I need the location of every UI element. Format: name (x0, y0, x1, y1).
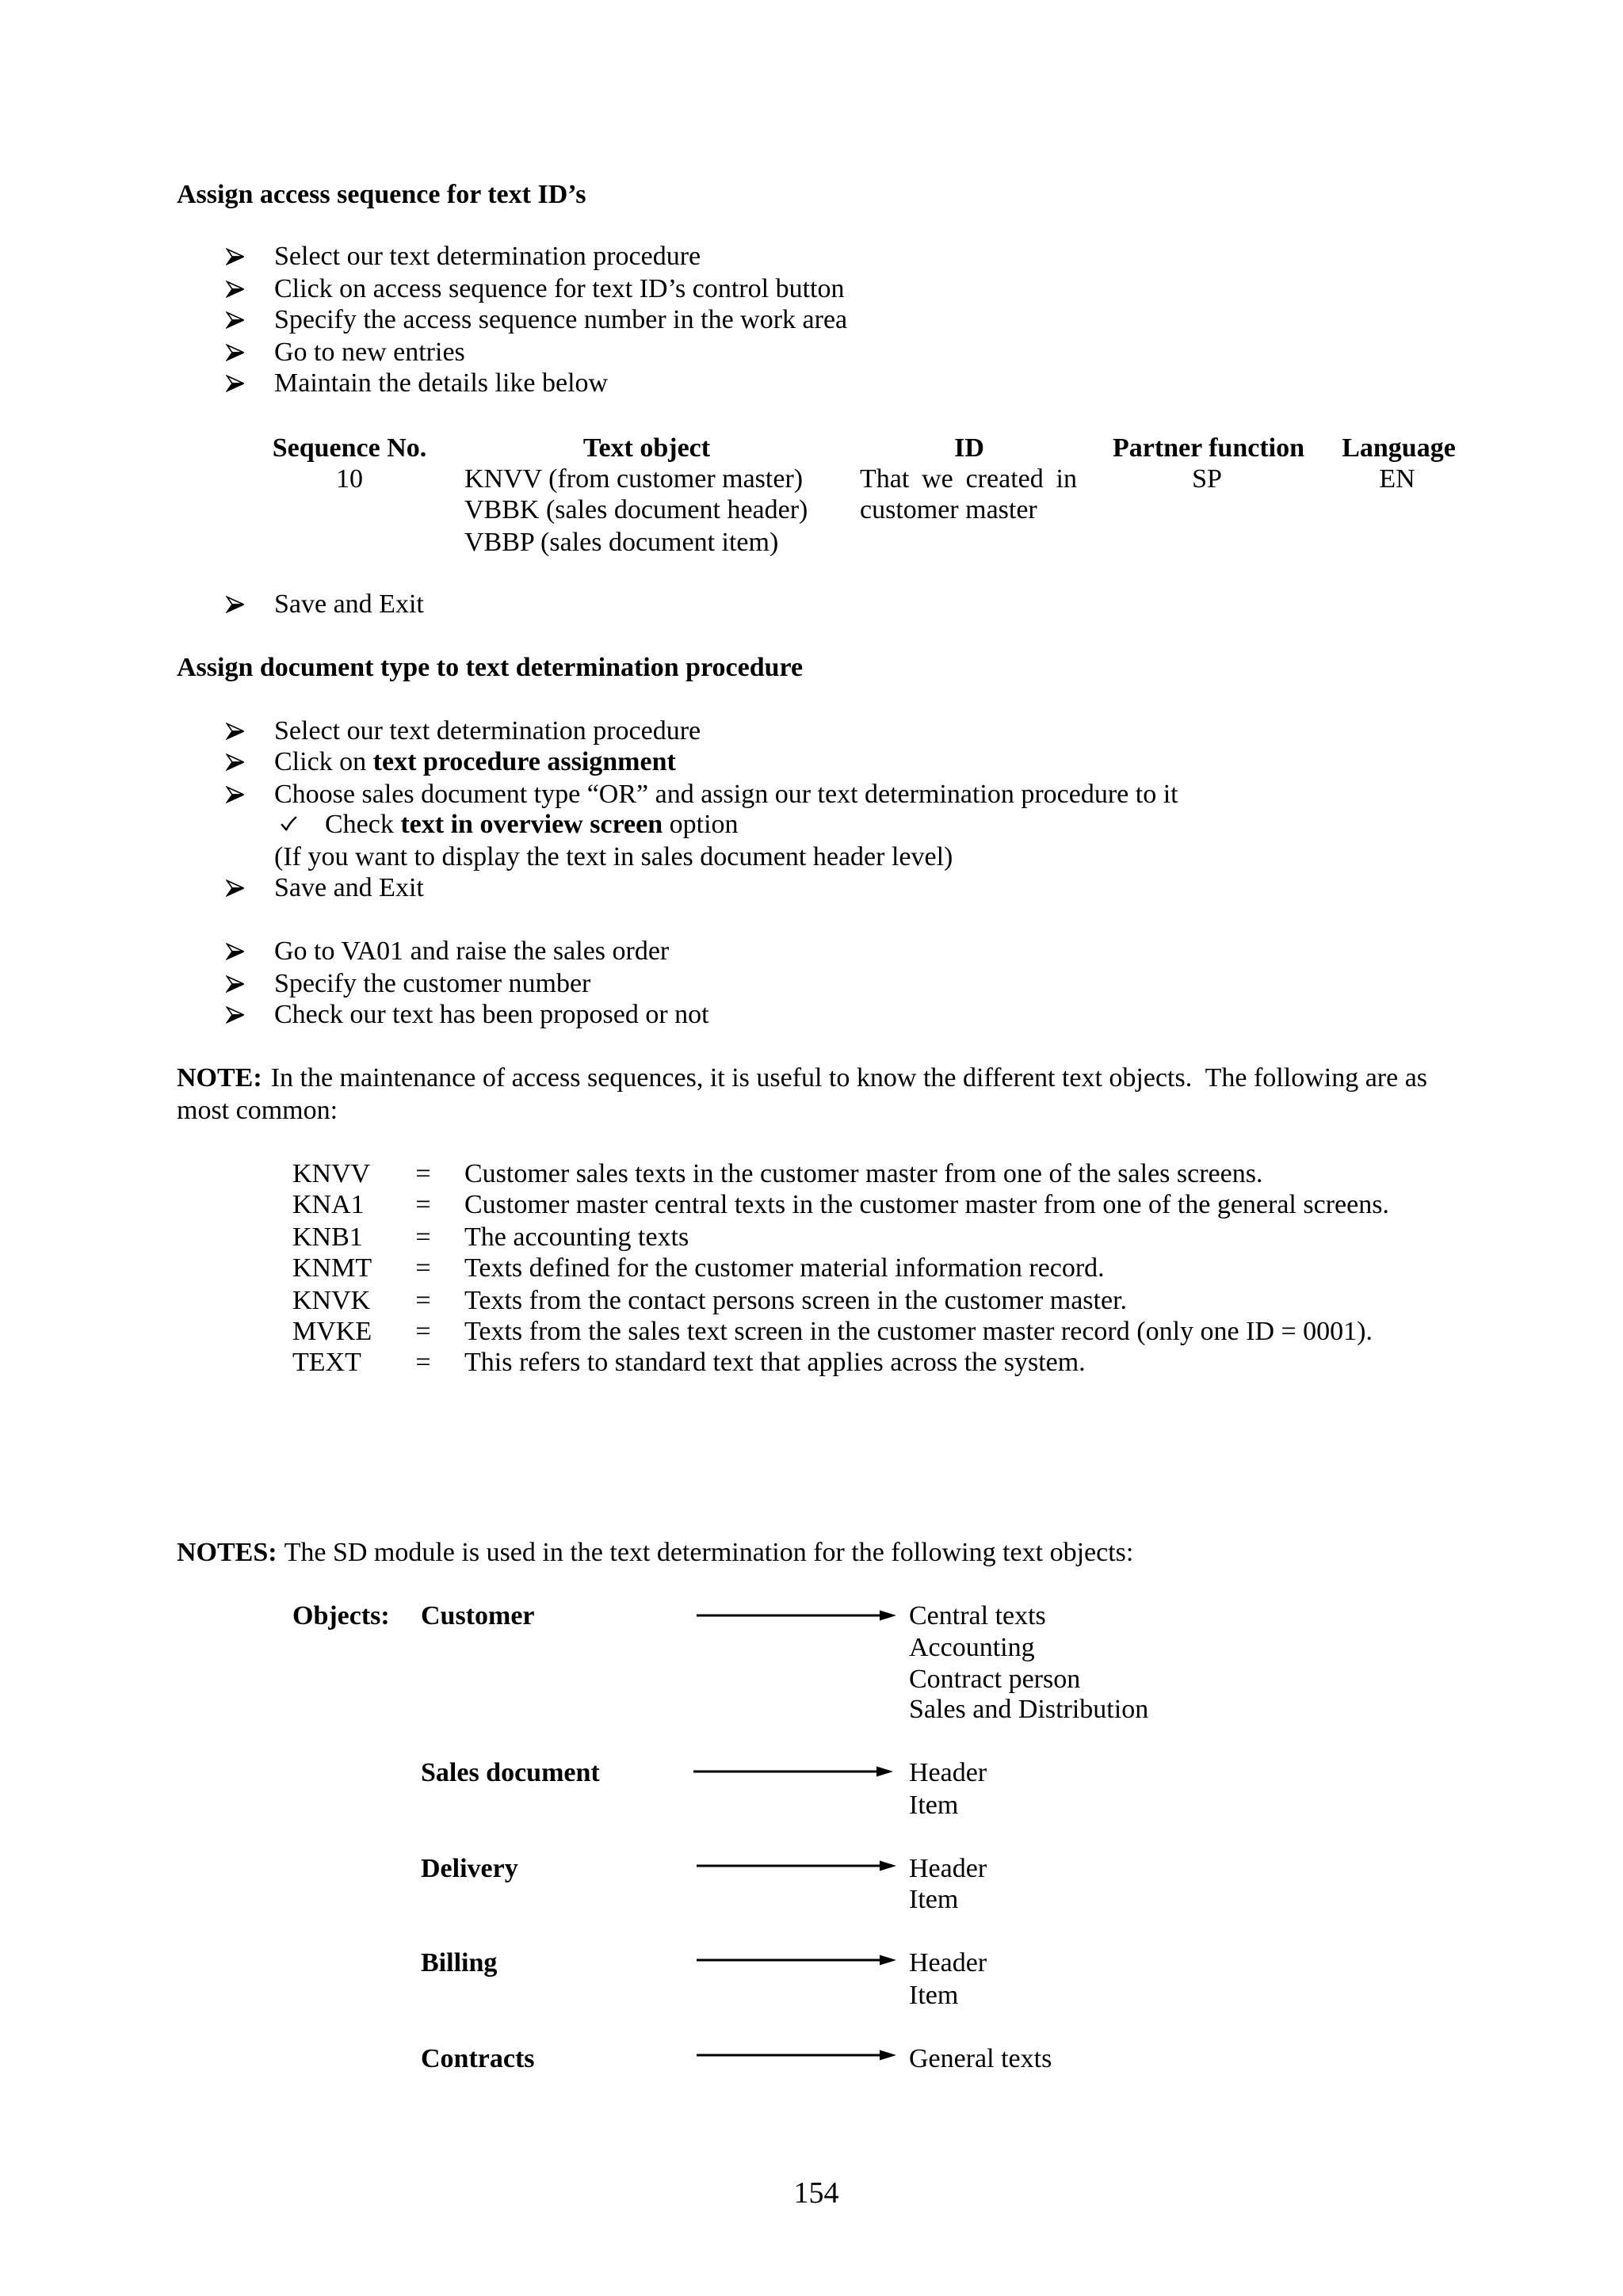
object-text-type: Contract person (909, 1665, 1081, 1694)
equals-sign: = (415, 1253, 431, 1283)
text-object-code: KNVV (292, 1159, 371, 1188)
step-item: Specify the access sequence number in the work area (274, 305, 848, 334)
step-item: Choose sales document type “OR” and assign our text determination procedure to it (274, 780, 1178, 809)
arrowhead-bullet-icon (226, 375, 245, 392)
table-cell-text-object: VBBK (sales document header) (464, 495, 808, 524)
notes-label: NOTES: (177, 1538, 277, 1567)
step-item: Go to new entries (274, 338, 465, 367)
note-text: most common: (177, 1096, 338, 1125)
text-object-code: KNMT (292, 1253, 372, 1283)
sub-step-item (325, 809, 739, 841)
equals-sign: = (415, 1317, 431, 1346)
text-object-description: Texts from the sales text screen in the customer master record (only one ID = 0001). (464, 1317, 1373, 1346)
arrowhead-bullet-icon (226, 786, 245, 803)
notes-text: The SD module is used in the text determination for the following text objects: (284, 1538, 1134, 1567)
object-text-type: Header (909, 1948, 987, 1978)
arrowhead-bullet-icon (226, 943, 245, 960)
objects-label: Objects: (292, 1601, 390, 1630)
arrowhead-bullet-icon (226, 280, 245, 298)
arrowhead-bullet-icon (226, 1006, 245, 1024)
arrowhead-bullet-icon (226, 723, 245, 740)
step-item: Save and Exit (274, 873, 424, 902)
text-object-code: KNA1 (292, 1190, 365, 1219)
text-object-description: Customer sales texts in the customer master from one of the sales screens. (464, 1159, 1263, 1188)
object-name: Billing (421, 1948, 498, 1978)
arrowhead-bullet-icon (226, 248, 245, 265)
table-header-text-object: Text object (582, 433, 711, 463)
step-item: Select our text determination procedure (274, 242, 701, 271)
equals-sign: = (415, 1222, 431, 1252)
arrowhead-bullet-icon (226, 344, 245, 361)
page-number: 154 (793, 2176, 839, 2210)
equals-sign: = (415, 1190, 431, 1219)
step-item: Save and Exit (274, 589, 424, 619)
table-header-language: Language (1342, 433, 1456, 463)
object-name: Delivery (421, 1854, 518, 1883)
arrowhead-bullet-icon (226, 311, 245, 329)
step-text: Check (325, 810, 401, 839)
step-item: Go to VA01 and raise the sales order (274, 936, 670, 966)
object-text-type: General texts (909, 2044, 1052, 2073)
section-heading-document-type: Assign document type to text determination procedure (177, 653, 804, 682)
object-text-type: Sales and Distribution (909, 1695, 1149, 1724)
table-cell-sequence-no: 10 (336, 464, 363, 494)
object-name: Contracts (421, 2044, 535, 2073)
text-object-code: MVKE (292, 1317, 372, 1346)
table-cell-partner-function: SP (1192, 464, 1222, 494)
text-object-description: Texts from the contact persons screen in the customer master. (464, 1286, 1128, 1315)
equals-sign: = (415, 1286, 431, 1315)
text-object-code: KNB1 (292, 1222, 363, 1252)
step-item: Specify the customer number (274, 969, 591, 998)
table-cell-id: That we created in (860, 464, 1077, 494)
arrowhead-bullet-icon (226, 879, 245, 897)
step-bold-text: text in overview screen (400, 810, 663, 839)
step-item: Check our text has been proposed or not (274, 1000, 709, 1029)
table-header-sequence-no: Sequence No. (272, 433, 427, 463)
step-item: Maintain the details like below (274, 368, 609, 398)
object-text-type: Accounting (909, 1633, 1035, 1662)
arrowhead-bullet-icon (226, 975, 245, 993)
table-header-partner-function: Partner function (1112, 433, 1305, 463)
right-arrow-icon (693, 1765, 893, 1778)
object-name: Sales document (421, 1758, 600, 1787)
text-object-description: This refers to standard text that applies across the system. (464, 1348, 1086, 1377)
notes-paragraph (177, 1537, 1133, 1569)
step-item (274, 746, 676, 778)
table-header-id: ID (954, 433, 984, 463)
step-text: Click on (274, 747, 373, 776)
section-heading-access-sequence: Assign access sequence for text ID’s (177, 180, 586, 209)
text-object-description: Customer master central texts in the customer master from one of the general screens. (464, 1190, 1389, 1219)
note-label: NOTE: (177, 1063, 262, 1093)
object-name: Customer (421, 1601, 535, 1630)
equals-sign: = (415, 1348, 431, 1377)
text-object-code: TEXT (292, 1348, 361, 1377)
object-text-type: Item (909, 1791, 959, 1820)
text-object-description: Texts defined for the customer material information record. (464, 1253, 1105, 1283)
step-note: (If you want to display the text in sales document header level) (274, 842, 953, 871)
text-object-code: KNVK (292, 1286, 371, 1315)
arrowhead-bullet-icon (226, 753, 245, 771)
object-text-type: Header (909, 1758, 987, 1787)
step-item: Click on access sequence for text ID’s control button (274, 274, 845, 303)
right-arrow-icon (697, 1954, 896, 1966)
step-text: option (663, 810, 739, 839)
right-arrow-icon (697, 2049, 896, 2061)
table-cell-language: EN (1379, 464, 1415, 494)
check-icon (279, 815, 298, 833)
text-object-description: The accounting texts (464, 1222, 689, 1252)
note-text: In the maintenance of access sequences, it is useful to know the different text objects. The following are as (270, 1063, 1428, 1093)
step-item: Select our text determination procedure (274, 716, 701, 746)
right-arrow-icon (697, 1859, 896, 1872)
object-text-type: Header (909, 1854, 987, 1883)
step-bold-text: text procedure assignment (372, 747, 676, 776)
table-cell-text-object: VBBP (sales document item) (464, 528, 779, 557)
equals-sign: = (415, 1159, 431, 1188)
arrowhead-bullet-icon (226, 596, 245, 613)
right-arrow-icon (697, 1609, 896, 1622)
note-paragraph (177, 1062, 1427, 1094)
table-cell-text-object: KNVV (from customer master) (464, 464, 804, 494)
table-cell-id: customer master (860, 495, 1037, 524)
object-text-type: Item (909, 1981, 959, 2010)
object-text-type: Item (909, 1885, 959, 1914)
object-text-type: Central texts (909, 1601, 1046, 1630)
